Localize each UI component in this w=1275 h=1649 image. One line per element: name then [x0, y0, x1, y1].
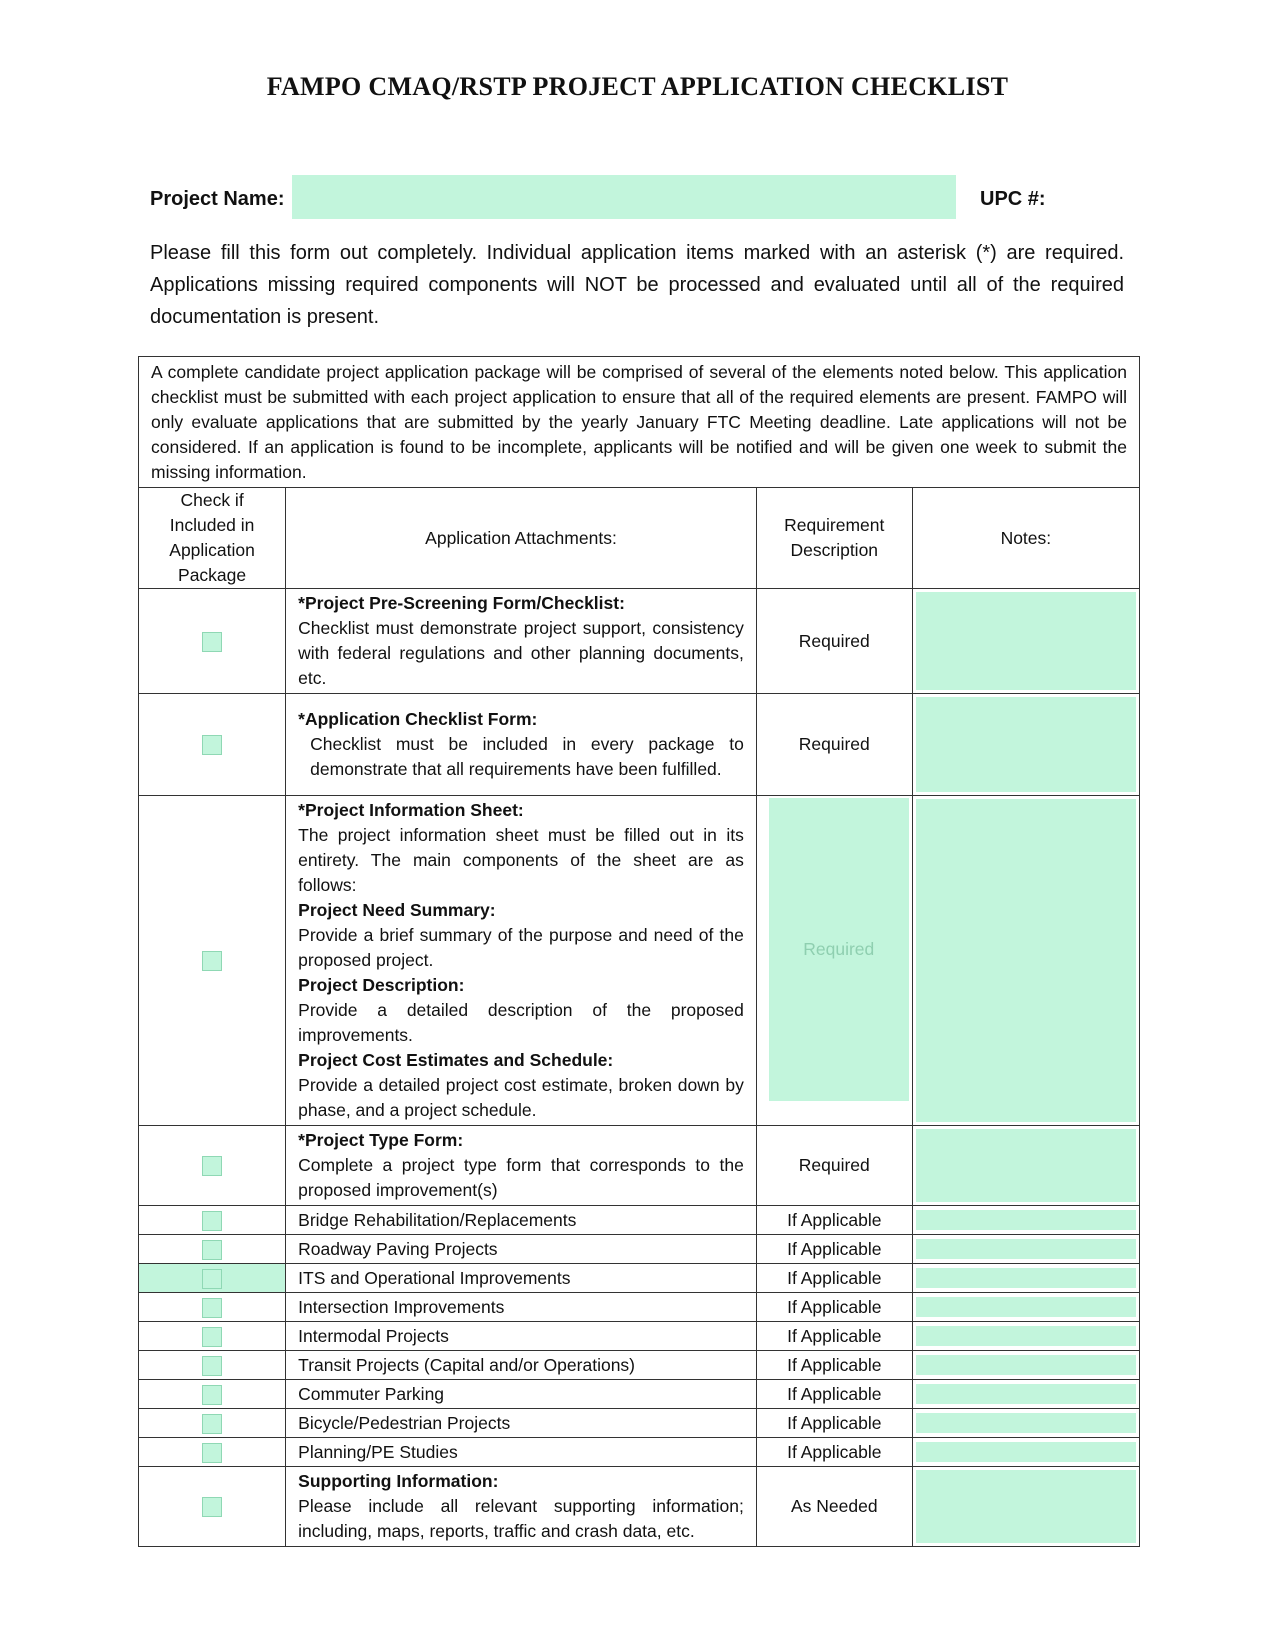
project-type-notes-field[interactable] [916, 1129, 1136, 1202]
table-row [139, 1467, 1140, 1547]
bike-ped-checkbox[interactable] [202, 1414, 222, 1434]
item-notes-field[interactable] [916, 1326, 1136, 1346]
table-row [139, 694, 1140, 796]
its-checkbox[interactable] [202, 1269, 222, 1289]
project-description-title: Project Description: [298, 975, 465, 995]
need-summary-text: Provide a brief summary of the purpose and need of the proposed project. [298, 925, 744, 970]
commuter-parking-checkbox[interactable] [202, 1385, 222, 1405]
list-item [139, 1380, 1140, 1409]
list-item [139, 1351, 1140, 1380]
instructions-paragraph: Please fill this form out completely. Individual application items marked with an asterisk (*) are required. Applications missing required components will NOT be processed and evaluated until all of the required documentation is present. [150, 242, 1124, 328]
item-requirement: If Applicable [756, 1380, 912, 1409]
item-notes-field[interactable] [916, 1297, 1136, 1317]
supporting-info-title: Supporting Information: [298, 1471, 499, 1491]
item-notes-field[interactable] [916, 1355, 1136, 1375]
item-label: Transit Projects (Capital and/or Operations) [286, 1351, 757, 1380]
checklist-checkbox[interactable] [202, 735, 222, 755]
item-label: Intermodal Projects [286, 1322, 757, 1351]
info-sheet-notes-field[interactable] [916, 799, 1136, 1122]
upc-label: UPC #: [980, 188, 1046, 210]
header-row [139, 488, 1140, 589]
header-attachments: Application Attachments: [286, 488, 757, 589]
item-notes-field[interactable] [916, 1268, 1136, 1288]
list-item [139, 1206, 1140, 1235]
info-sheet-title: *Project Information Sheet: [298, 800, 524, 820]
list-item [139, 1322, 1140, 1351]
checklist-requirement: Required [756, 694, 912, 796]
item-notes-field[interactable] [916, 1442, 1136, 1462]
list-item [139, 1438, 1140, 1467]
upc-input[interactable] [1046, 178, 1150, 218]
table-row [139, 796, 1140, 1126]
planning-checkbox[interactable] [202, 1443, 222, 1463]
supporting-info-notes-field[interactable] [916, 1470, 1136, 1543]
checklist-notes-field[interactable] [916, 697, 1136, 792]
list-item [139, 1293, 1140, 1322]
project-type-requirement: Required [756, 1126, 912, 1206]
supporting-info-requirement: As Needed [756, 1467, 912, 1547]
checklist-title: *Application Checklist Form: [298, 709, 538, 729]
project-name-input[interactable] [292, 175, 956, 219]
transit-checkbox[interactable] [202, 1356, 222, 1376]
cost-schedule-title: Project Cost Estimates and Schedule: [298, 1050, 614, 1070]
header-requirement: Requirement Description [756, 488, 912, 589]
item-label: Bridge Rehabilitation/Replacements [286, 1206, 757, 1235]
table-row [139, 1126, 1140, 1206]
page-title: FAMPO CMAQ/RSTP PROJECT APPLICATION CHECKLIST [266, 72, 1009, 101]
info-sheet-requirement: Required [769, 798, 909, 1101]
list-item [139, 1235, 1140, 1264]
info-sheet-text: The project information sheet must be filled out in its entirety. The main components of the sheet are as follows: [298, 825, 744, 895]
prescreen-title: *Project Pre-Screening Form/Checklist: [298, 593, 625, 613]
list-item [139, 1264, 1140, 1293]
item-requirement: If Applicable [756, 1293, 912, 1322]
project-name-label: Project Name: [150, 188, 285, 210]
item-requirement: If Applicable [756, 1322, 912, 1351]
prescreen-requirement: Required [756, 589, 912, 694]
prescreen-text: Checklist must demonstrate project support, consistency with federal regulations and other planning documents, etc. [298, 618, 744, 688]
need-summary-title: Project Need Summary: [298, 900, 496, 920]
item-requirement: If Applicable [756, 1438, 912, 1467]
item-requirement: If Applicable [756, 1235, 912, 1264]
project-type-title: *Project Type Form: [298, 1130, 464, 1150]
checklist-text: Checklist must be included in every package to demonstrate that all requirements have been fulfilled. [310, 734, 744, 779]
item-label: Commuter Parking [286, 1380, 757, 1409]
item-notes-field[interactable] [916, 1413, 1136, 1433]
item-requirement: If Applicable [756, 1409, 912, 1438]
intersection-checkbox[interactable] [202, 1298, 222, 1318]
item-requirement: If Applicable [756, 1264, 912, 1293]
item-label: Planning/PE Studies [286, 1438, 757, 1467]
supporting-info-checkbox[interactable] [202, 1497, 222, 1517]
item-notes-field[interactable] [916, 1239, 1136, 1259]
cost-schedule-text: Provide a detailed project cost estimate, broken down by phase, and a project schedule. [298, 1075, 744, 1120]
table-row [139, 589, 1140, 694]
prescreen-notes-field[interactable] [916, 592, 1136, 690]
item-label: Bicycle/Pedestrian Projects [286, 1409, 757, 1438]
checklist-table [138, 356, 1140, 1547]
item-label: Intersection Improvements [286, 1293, 757, 1322]
header-notes: Notes: [912, 488, 1139, 589]
package-note: A complete candidate project application package will be comprised of several of the elements noted below. This application checklist must be submitted with each project application to ensure that all of the required elements are present. FAMPO will only evaluate applications that are submitted by the yearly January FTC Meeting deadline. Late applications will not be considered. If an application is found to be incomplete, applicants will be notified and will be given one week to submit the missing information. [139, 357, 1140, 488]
item-notes-field[interactable] [916, 1384, 1136, 1404]
project-type-checkbox[interactable] [202, 1156, 222, 1176]
project-description-text: Provide a detailed description of the proposed improvements. [298, 1000, 744, 1045]
intermodal-checkbox[interactable] [202, 1327, 222, 1347]
paving-checkbox[interactable] [202, 1240, 222, 1260]
list-item [139, 1409, 1140, 1438]
header-check: Check if Included in Application Package [139, 488, 286, 589]
info-sheet-checkbox[interactable] [202, 951, 222, 971]
item-label: Roadway Paving Projects [286, 1235, 757, 1264]
item-requirement: If Applicable [756, 1351, 912, 1380]
item-requirement: If Applicable [756, 1206, 912, 1235]
prescreen-checkbox[interactable] [202, 632, 222, 652]
supporting-info-text: Please include all relevant supporting information; including, maps, reports, traffic and crash data, etc. [298, 1496, 744, 1541]
bridge-checkbox[interactable] [202, 1211, 222, 1231]
item-notes-field[interactable] [916, 1210, 1136, 1230]
item-label: ITS and Operational Improvements [286, 1264, 757, 1293]
project-type-text: Complete a project type form that corresponds to the proposed improvement(s) [298, 1155, 744, 1200]
